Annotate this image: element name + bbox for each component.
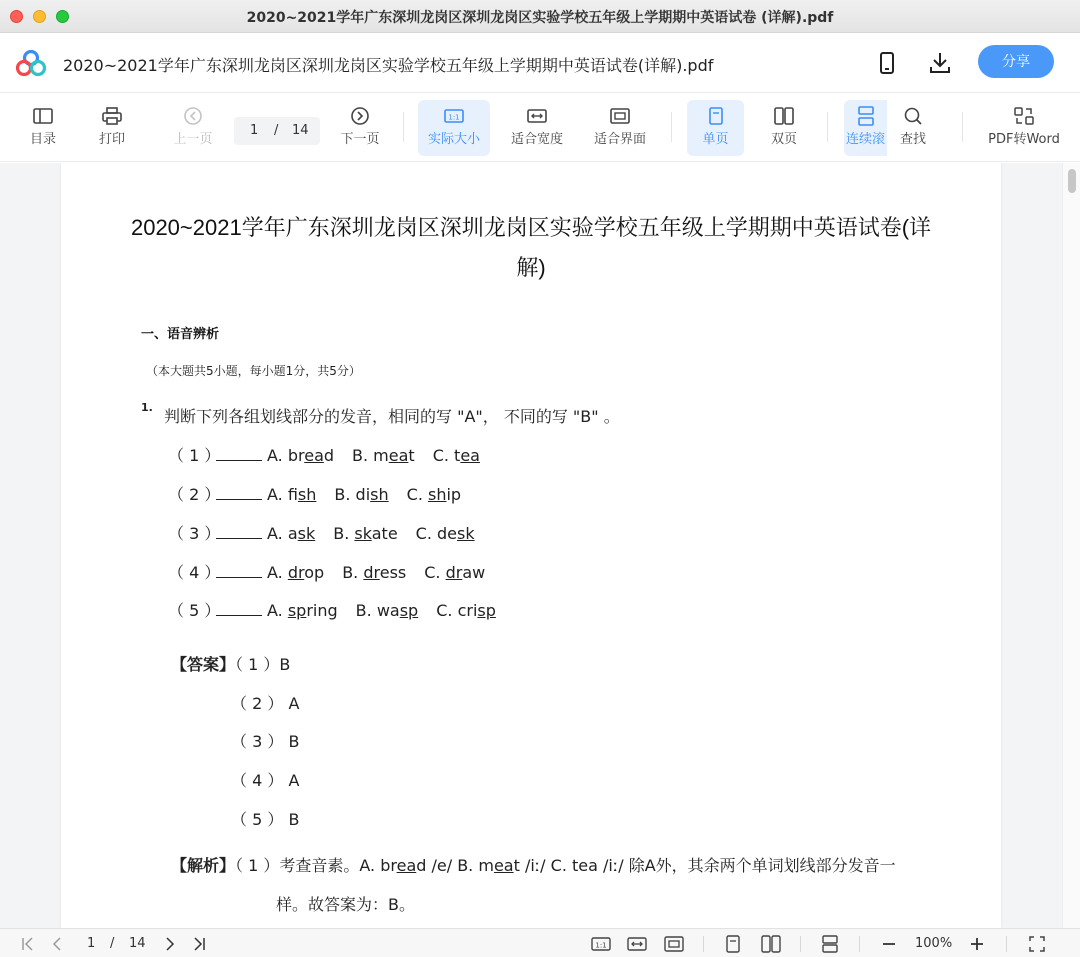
answer-line: （ 4 ） A — [231, 771, 300, 790]
actual-size-icon[interactable] — [590, 934, 612, 954]
pdf-page — [61, 163, 1001, 928]
question-number: 1. — [141, 401, 153, 414]
question-item: （ 3 ） A. ask B. skate C. desk — [168, 521, 493, 544]
status-divider — [703, 936, 704, 952]
chevron-right-circle-icon — [349, 106, 371, 126]
answer-line: （ 3 ） B — [231, 732, 300, 751]
zoom-out-icon[interactable] — [880, 934, 898, 954]
viewer-toolbar — [0, 94, 1080, 162]
fit-page-label: 适合界面 — [593, 132, 646, 147]
analysis-line: 样。故答案为：B。 — [276, 895, 415, 914]
item-index: （ 4 ） — [168, 563, 221, 582]
document-viewport[interactable] — [0, 163, 1080, 928]
convert-icon — [1013, 106, 1035, 126]
page-title-line1: 2020~2021学年广东深圳龙岗区深圳龙岗区实验学校五年级上学期期中英语试卷(详 — [130, 215, 932, 240]
answer-block — [171, 652, 290, 675]
continuous-scroll-icon — [855, 106, 877, 126]
fit-width-icon[interactable] — [626, 934, 648, 954]
share-button[interactable]: 分享 — [978, 45, 1054, 78]
print-button[interactable] — [87, 100, 137, 156]
next-page-label: 下一页 — [340, 132, 380, 147]
question-text: 判断下列各组划线部分的发音，相同的写 "A"， 不同的写 "B" 。 — [164, 407, 620, 426]
status-divider — [800, 936, 801, 952]
next-page-button[interactable] — [334, 100, 386, 156]
single-page-label: 单页 — [702, 132, 729, 147]
double-page-button[interactable] — [758, 100, 810, 156]
search-icon — [902, 106, 924, 126]
status-total-pages: 14 — [129, 936, 146, 951]
fit-page-icon — [609, 106, 631, 126]
find-label: 查找 — [899, 132, 926, 147]
prev-page-button[interactable] — [166, 100, 220, 156]
window-titlebar — [0, 0, 1080, 33]
mobile-icon[interactable] — [874, 50, 900, 76]
answer-blank — [216, 602, 262, 616]
answer-blank — [216, 564, 262, 578]
answer-blank — [216, 525, 262, 539]
answer-line: （ 1 ）B — [235, 655, 291, 674]
double-page-icon — [773, 106, 795, 126]
page-number-box[interactable] — [234, 117, 320, 145]
toolbar-divider — [962, 112, 963, 142]
prev-page-label: 上一页 — [173, 132, 213, 147]
question-item: （ 1 ） A. bread B. meat C. tea — [168, 443, 498, 466]
answer-label: 【答案】 — [171, 655, 236, 674]
zoom-in-icon[interactable] — [968, 934, 986, 954]
item-index: （ 3 ） — [168, 524, 221, 543]
answer-blank — [216, 486, 262, 500]
status-current-page[interactable]: 1 — [87, 936, 96, 951]
svg-text:1:1: 1:1 — [595, 941, 607, 950]
toolbar-divider — [671, 112, 672, 142]
double-page-icon[interactable] — [760, 934, 782, 954]
question-item: （ 5 ） A. spring B. wasp C. crisp — [168, 598, 514, 621]
question-item: （ 4 ） A. drop B. dress C. draw — [168, 560, 503, 583]
analysis-label: 【解析】 — [171, 856, 236, 875]
zoom-level[interactable]: 100% — [915, 936, 953, 951]
window-title: 2020~2021学年广东深圳龙岗区深圳龙岗区实验学校五年级上学期期中英语试卷 (详解).pdf — [246, 10, 834, 26]
item-index: （ 1 ） — [168, 446, 221, 465]
fit-width-button[interactable] — [504, 100, 570, 156]
fullscreen-icon[interactable] — [1027, 934, 1047, 954]
page-title-line2: 解) — [516, 255, 546, 280]
toolbar-divider — [403, 112, 404, 142]
toolbar-divider — [827, 112, 828, 142]
download-icon[interactable] — [927, 50, 953, 76]
double-page-label: 双页 — [770, 132, 797, 147]
section-note: （本大题共5小题，每小题1分，共5分） — [146, 364, 361, 378]
answer-blank — [216, 447, 262, 461]
status-bar — [0, 928, 1080, 957]
analysis-block: 【解析】（ 1 ）考查音素。A. bread /e/ B. meat /iː/ C. tea /iː/ 除A外，其余两个单词划线部分发音一 — [171, 856, 896, 875]
continuous-scroll-label: 连续滚 — [845, 132, 885, 147]
document-title: 2020~2021学年广东深圳龙岗区深圳龙岗区实验学校五年级上学期期中英语试卷(详解).pdf — [63, 56, 714, 75]
fit-width-icon — [526, 106, 548, 126]
chevron-right-icon[interactable] — [163, 934, 177, 954]
svg-text:1:1: 1:1 — [448, 113, 460, 122]
current-page: 1 — [250, 123, 259, 138]
answer-line: （ 5 ） B — [231, 810, 300, 829]
app-header — [0, 33, 1080, 93]
scrollbar-thumb[interactable] — [1068, 169, 1076, 193]
page-separator: / — [274, 123, 279, 138]
answer-line: （ 2 ） A — [231, 694, 300, 713]
first-page-icon[interactable] — [20, 934, 36, 954]
status-divider — [1006, 936, 1007, 952]
item-index: （ 5 ） — [168, 601, 221, 620]
pdf-to-word-button[interactable] — [982, 100, 1066, 156]
item-index: （ 2 ） — [168, 485, 221, 504]
single-page-button[interactable] — [687, 100, 744, 156]
pdf-to-word-label: PDF转Word — [988, 132, 1060, 147]
fit-page-icon[interactable] — [663, 934, 685, 954]
find-button[interactable] — [889, 100, 937, 156]
status-page-separator: / — [110, 936, 115, 951]
continuous-scroll-icon[interactable] — [819, 934, 841, 954]
print-label: 打印 — [98, 132, 125, 147]
status-divider — [859, 936, 860, 952]
actual-size-icon — [443, 106, 465, 126]
vertical-scrollbar[interactable] — [1062, 163, 1080, 928]
print-icon — [101, 106, 123, 126]
single-page-icon — [705, 106, 727, 126]
actual-size-label: 实际大小 — [427, 132, 480, 147]
toc-button[interactable] — [18, 100, 68, 156]
single-page-icon[interactable] — [722, 934, 744, 954]
fit-width-label: 适合宽度 — [510, 132, 563, 147]
app-logo-icon — [16, 49, 46, 77]
toc-label: 目录 — [29, 132, 56, 147]
section-heading: 一、语音辨析 — [141, 327, 220, 342]
fit-page-button[interactable] — [587, 100, 653, 156]
continuous-scroll-button[interactable] — [844, 100, 887, 156]
chevron-left-circle-icon — [182, 106, 204, 126]
last-page-icon[interactable] — [191, 934, 207, 954]
question-item: （ 2 ） A. fish B. dish C. ship — [168, 482, 479, 505]
chevron-left-icon[interactable] — [50, 934, 64, 954]
total-pages: 14 — [292, 123, 309, 138]
toc-icon — [32, 106, 54, 126]
actual-size-button[interactable] — [418, 100, 490, 156]
